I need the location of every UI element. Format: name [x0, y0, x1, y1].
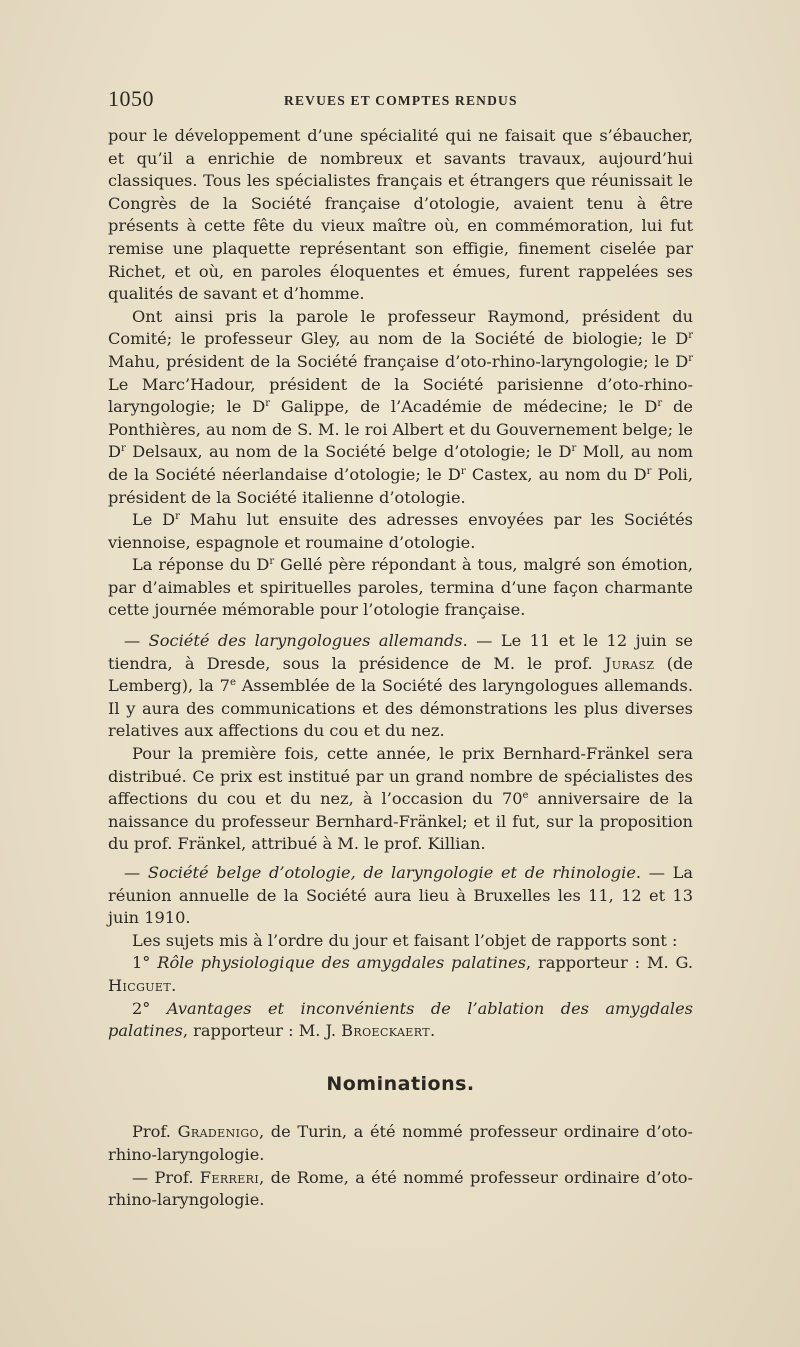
section-title-belgian-society: Société belge d’otologie, de laryngologie et de rhinologie: [147, 863, 636, 882]
paragraph-prize: Pour la première fois, cette année, le prix Bernhard-Fränkel sera distribué. Ce prix est institué par un grand nombre de spécialistes des affections du cou et du nez, à l’occasion du 70e anniversaire de la naissance du professeur Bernhard-Fränkel; et il fut, sur la proposition du prof. Fränkel, attribué à M. le prof. Killian.: [108, 744, 693, 854]
paragraph-belgian-society: — Société belge d’otologie, de laryngologie et de rhinologie. — La réunion annuelle de la Société aura lieu à Bruxelles les 11, 12 et 13 juin 1910.: [108, 863, 693, 928]
paragraph-3: Le $D^r$ Mahu lut ensuite des adresses envoyées par les Sociétés viennoise, espagnole et roumaine d’otologie.: [108, 510, 693, 552]
paragraph-topics: Les sujets mis à l’ordre du jour et faisant l’objet de rapports sont :: [132, 930, 678, 950]
page-number: 1050: [108, 86, 154, 111]
running-title: REVUES ET COMPTES RENDUS: [284, 93, 518, 108]
person-jurasz: Jurasz: [604, 653, 655, 673]
page-header: [108, 86, 693, 116]
person-hicguet: Hicguet: [108, 975, 172, 995]
person-ferreri: Ferreri: [199, 1167, 260, 1187]
person-gradenigo: Gradenigo: [177, 1122, 259, 1142]
nomination-2: — Prof. Ferreri, de Rome, a été nommé professeur ordinaire d’oto-rhino-laryngologie.: [108, 1167, 693, 1210]
nomination-1: Prof. Gradenigo, de Turin, a été nommé professeur ordinaire d’oto-rhino-laryngologie.: [108, 1122, 693, 1164]
paragraph-1: pour le développement d’une spécialité qui ne faisait que s’ébaucher, et qu’il a enrichie de nombreux et savants travaux, aujourd’hui classiques. Tous les spécialistes français et étrangers que réunissait le Congrès de la Société française d’otologie, avaient tenu à être présents à cette fête du vieux maître où, en commémoration, lui fut remise une plaquette représentant son effigie, finement ciselée par Richet, et où, en paroles éloquentes et émues, furent rappelées ses qualités de savant et d’homme.: [108, 126, 693, 304]
section-title-german-society: Société des laryngologues allemands: [148, 631, 463, 651]
paragraph-4: La réponse du $D^r$ Gellé père répondant à tous, malgré son émotion, par d’aimables et spirituelles paroles, termina d’une façon charmante cette journée mémorable pour l’otologie française.: [108, 555, 694, 620]
topic-2: 2° Avantages et inconvénients de l’ablation des amygdales palatines, rapporteur : M. J. Broeckaert.: [108, 998, 693, 1041]
nominations-heading: Nominations.: [326, 1072, 475, 1095]
topic-1: 1° Rôle physiologique des amygdales palatines, rapporteur : M. G. Hicguet.: [108, 953, 694, 995]
person-broeckaert: Broeckaert: [341, 1021, 430, 1041]
article-body: [108, 125, 693, 1212]
paragraph-german-society: — Société des laryngologues allemands. — Le 11 et le 12 juin se tiendra, à Dresde, sous la présidence de M. le prof. Jurasz (de Lemberg), la 7e Assemblée de la Société des laryngologues allemands. Il y aura des communications et des démonstrations les plus diverses relatives aux affections du cou et du nez.: [108, 631, 694, 741]
paragraph-2: Ont ainsi pris la parole le professeur Raymond, président du Comité; le professeur Gley, au nom de la Société de biologie; le $D^r$ Mahu, président de la Société française d’oto-rhino-laryngologie; le $D^r$ Le Marc’Hadour, président de la Société parisienne d’oto-rhino-laryngologie; le $D^r$ Galippe, de l’Académie de médecine; le $D^r$ de Ponthières, au nom de S. M. le roi Albert et du Gouvernement belge; le $D^r$ Delsaux, au nom de la Société belge d’otologie; le $D^r$ Moll, au nom de la Société néerlandaise d’otologie; le $D^r$ Castex, au nom du $D^r$ Poli, président de la Société italienne d’otologie.: [108, 306, 693, 507]
